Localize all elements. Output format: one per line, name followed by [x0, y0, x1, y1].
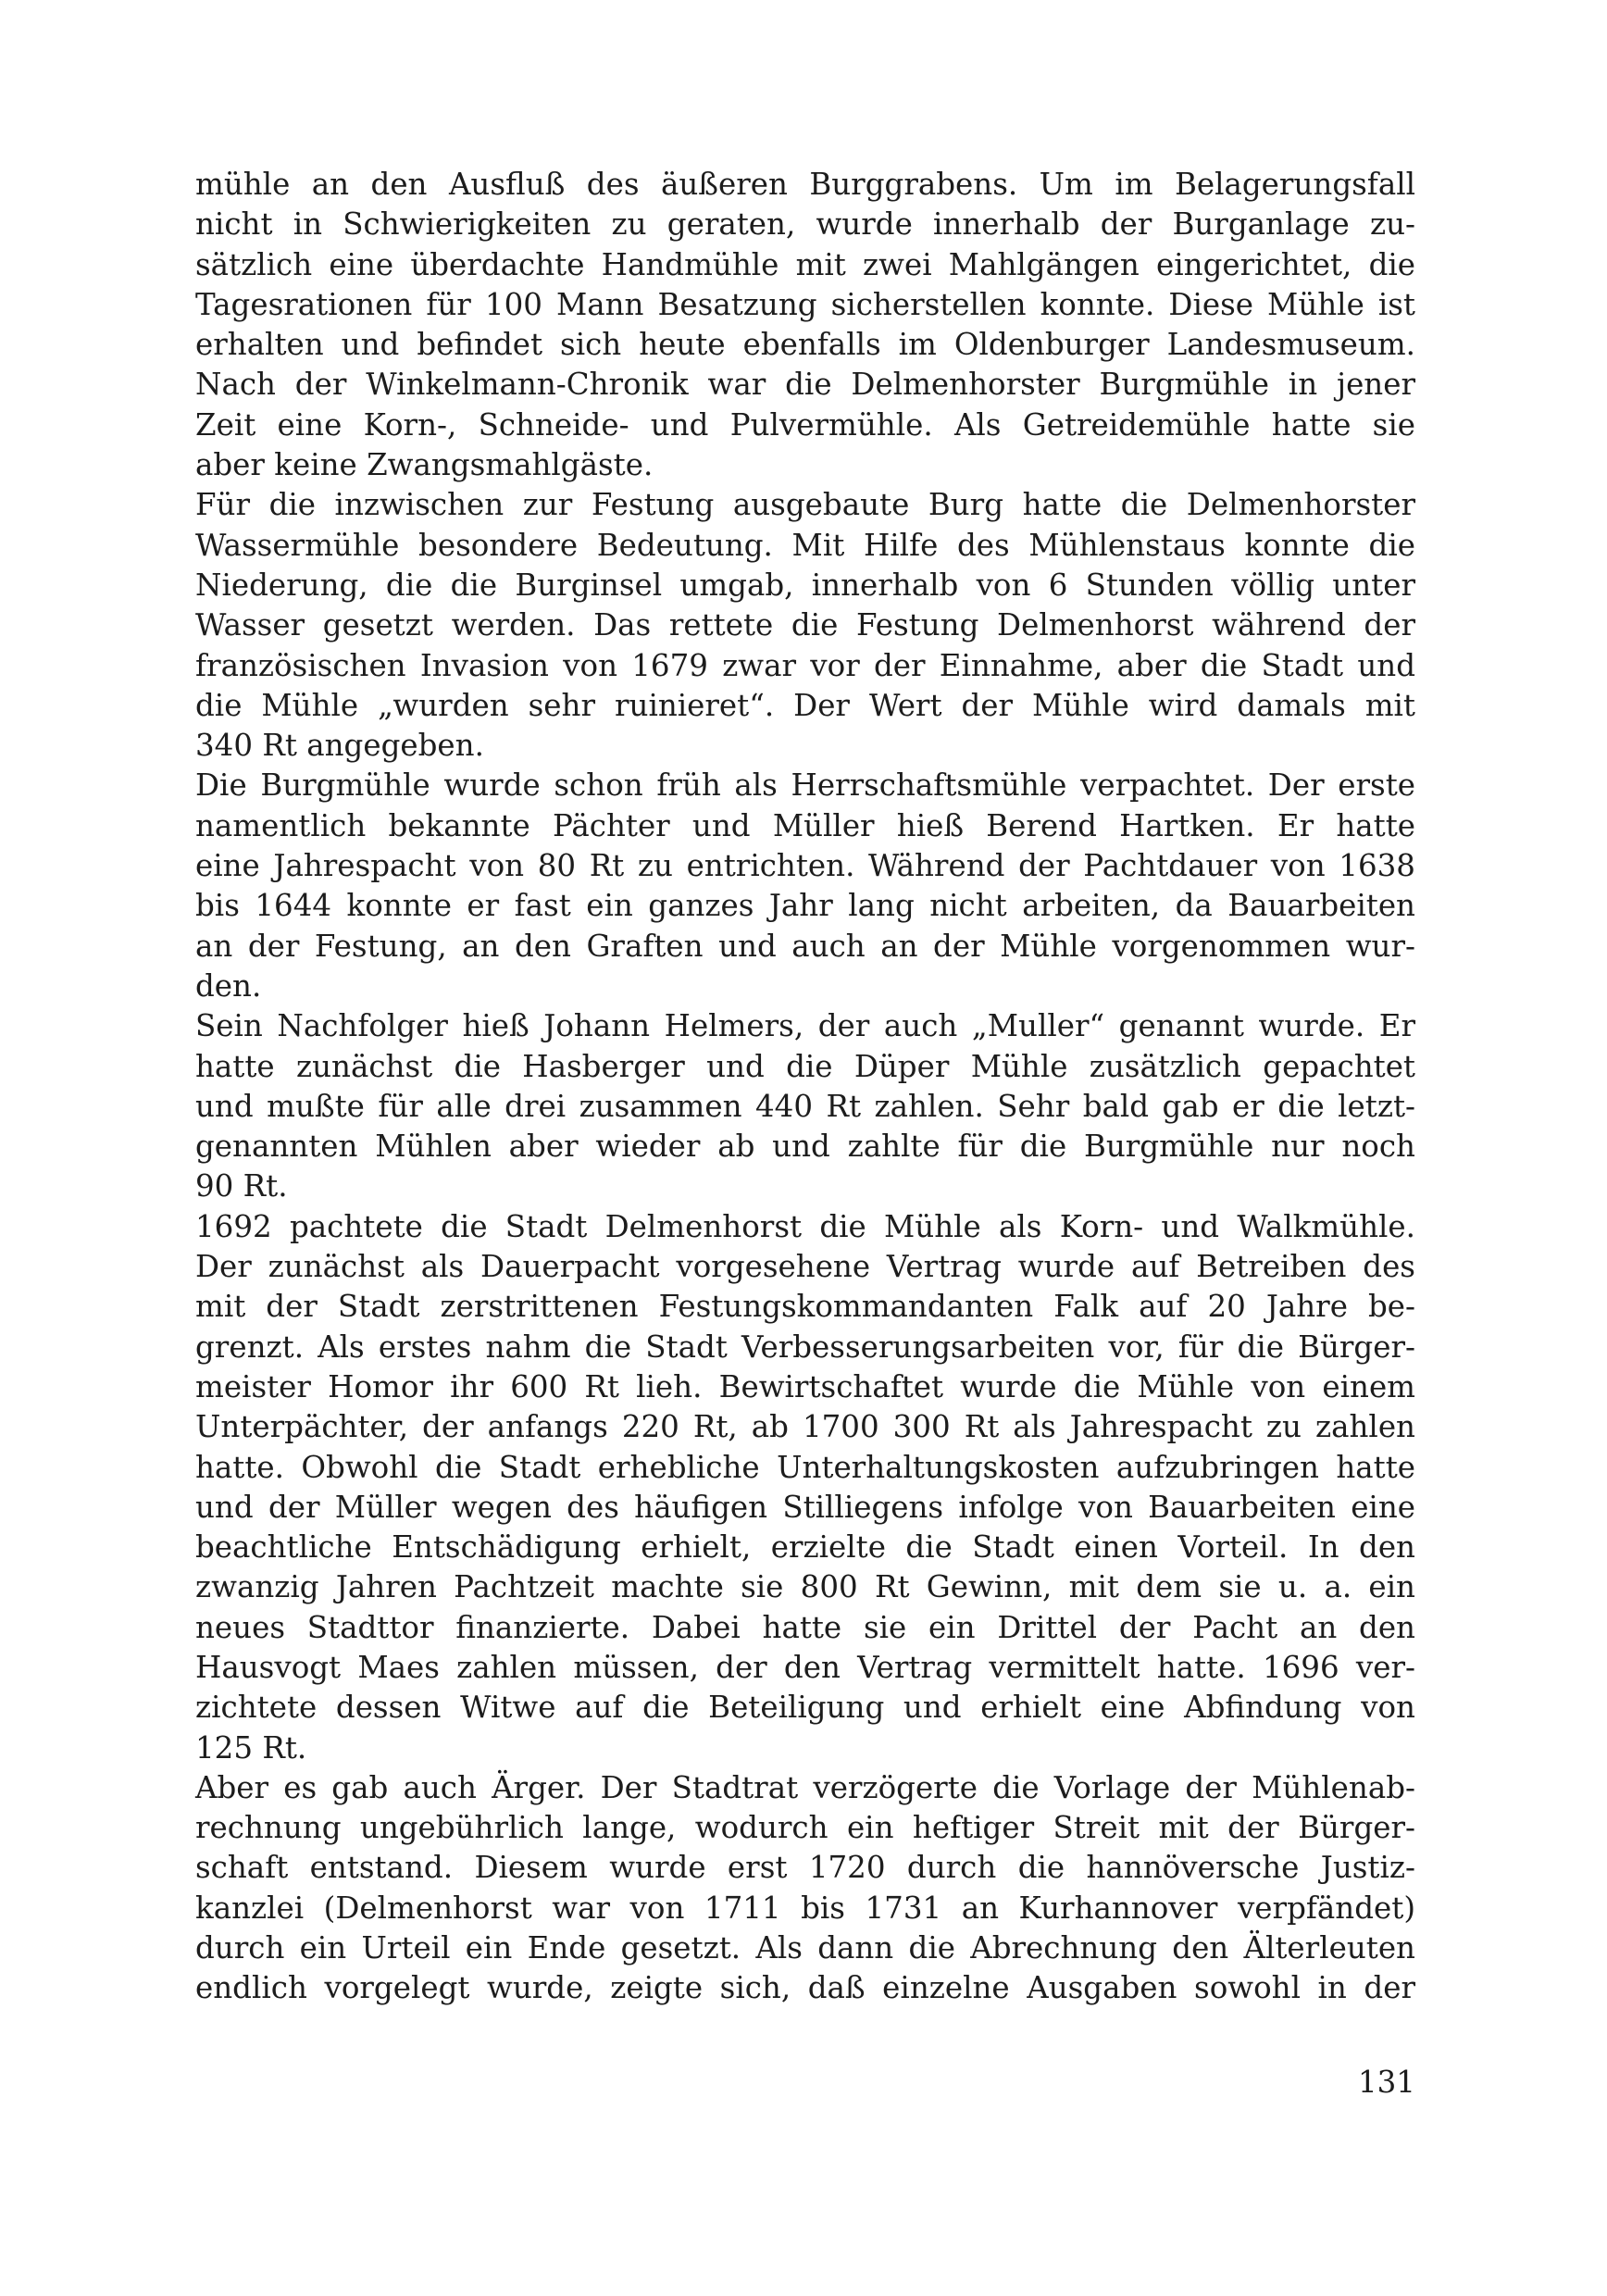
text-line: zichtete dessen Witwe auf die Beteiligung und erhielt eine Abfindung von: [195, 1690, 1415, 1726]
text-line: 125 Rt.: [195, 1729, 307, 1766]
text-line: die Mühle „wurden sehr ruinieret“. Der Wert der Mühle wird damals mit: [195, 687, 1415, 723]
text-line: 340 Rt angegeben.: [195, 728, 484, 764]
text-line: mit der Stadt zerstrittenen Festungskommandanten Falk auf 20 Jahre be-: [195, 1289, 1415, 1325]
text-line: eine Jahrespacht von 80 Rt zu entrichten. Während der Pachtdauer von 1638: [195, 848, 1415, 884]
text-line: neues Stadttor finanzierte. Dabei hatte sie ein Drittel der Pacht an den: [195, 1609, 1415, 1645]
text-line: Unterpächter, der anfangs 220 Rt, ab 1700 300 Rt als Jahrespacht zu zahlen: [195, 1409, 1415, 1445]
text-line: mühle an den Ausfluß des äußeren Burggrabens. Um im Belagerungsfall: [195, 167, 1415, 202]
text-line: Zeit eine Korn-, Schneide- und Pulvermühle. Als Getreidemühle hatte sie: [195, 406, 1415, 443]
text-line: Die Burgmühle wurde schon früh als Herrschaftsmühle verpachtet. Der erste: [195, 767, 1415, 804]
text-line: Niederung, die die Burginsel umgab, innerhalb von 6 Stunden völlig unter: [195, 567, 1415, 603]
text-line: Nach der Winkelmann-Chronik war die Delmenhorster Burgmühle in jener: [195, 367, 1415, 403]
text-line: und mußte für alle drei zusammen 440 Rt zahlen. Sehr bald gab er die letzt-: [195, 1088, 1415, 1124]
text-line: endlich vorgelegt wurde, zeigte sich, daß einzelne Ausgaben sowohl in der: [195, 1970, 1415, 2006]
text-line: durch ein Urteil ein Ende gesetzt. Als dann die Abrechnung den Älterleuten: [195, 1930, 1415, 1966]
text-line: hatte zunächst die Hasberger und die Düper Mühle zusätzlich gepachtet: [195, 1048, 1415, 1084]
text-line: französischen Invasion von 1679 zwar vor der Einnahme, aber die Stadt und: [195, 647, 1415, 683]
page-number: 131: [1357, 2065, 1415, 2100]
text-line: Aber es gab auch Ärger. Der Stadtrat verzögerte die Vorlage der Mühlenab-: [195, 1769, 1415, 1805]
text-line: bis 1644 konnte er fast ein ganzes Jahr lang nicht arbeiten, da Bauarbeiten: [195, 888, 1415, 924]
text-line: kanzlei (Delmenhorst war von 1711 bis 1731 an Kurhannover verpfändet): [195, 1890, 1415, 1926]
text-line: Wassermühle besondere Bedeutung. Mit Hilfe des Mühlenstaus konnte die: [195, 527, 1415, 563]
text-line: und der Müller wegen des häufigen Stilliegens infolge von Bauarbeiten eine: [195, 1489, 1415, 1525]
text-line: grenzt. Als erstes nahm die Stadt Verbesserungsarbeiten vor, für die Bürger-: [195, 1329, 1415, 1365]
text-line: 90 Rt.: [195, 1168, 288, 1204]
text-line: erhalten und befindet sich heute ebenfalls im Oldenburger Landesmuseum.: [195, 327, 1415, 363]
text-line: Wasser gesetzt werden. Das rettete die Festung Delmenhorst während der: [195, 607, 1415, 643]
text-line: hatte. Obwohl die Stadt erhebliche Unterhaltungskosten aufzubringen hatte: [195, 1449, 1415, 1485]
text-line: den.: [195, 967, 262, 1004]
text-line: zwanzig Jahren Pachtzeit machte sie 800 Rt Gewinn, mit dem sie u. a. ein: [195, 1569, 1415, 1605]
text-line: meister Homor ihr 600 Rt lieh. Bewirtschaftet wurde die Mühle von einem: [195, 1368, 1415, 1404]
text-line: aber keine Zwangsmahlgäste.: [195, 447, 654, 483]
text-line: schaft entstand. Diesem wurde erst 1720 durch die hannöversche Justiz-: [195, 1850, 1415, 1886]
text-line: 1692 pachtete die Stadt Delmenhorst die Mühle als Korn- und Walkmühle.: [195, 1208, 1415, 1244]
text-line: nicht in Schwierigkeiten zu geraten, wurde innerhalb der Burganlage zu-: [195, 206, 1415, 243]
text-line: sätzlich eine überdachte Handmühle mit zwei Mahlgängen eingerichtet, die: [195, 246, 1415, 282]
text-line: Für die inzwischen zur Festung ausgebaute Burg hatte die Delmenhorster: [195, 487, 1415, 523]
text-line: beachtliche Entschädigung erhielt, erzielte die Stadt einen Vorteil. In den: [195, 1529, 1415, 1566]
text-line: rechnung ungebührlich lange, wodurch ein heftiger Streit mit der Bürger-: [195, 1810, 1415, 1846]
text-line: Tagesrationen für 100 Mann Besatzung sicherstellen konnte. Diese Mühle ist: [195, 286, 1415, 322]
text-line: Sein Nachfolger hieß Johann Helmers, der auch „Muller“ genannt wurde. Er: [195, 1008, 1415, 1044]
text-line: Hausvogt Maes zahlen müssen, der den Vertrag vermittelt hatte. 1696 ver-: [195, 1649, 1415, 1685]
text-line: Der zunächst als Dauerpacht vorgesehene Vertrag wurde auf Betreiben des: [195, 1249, 1415, 1285]
body-text: [195, 165, 1415, 2009]
text-line: namentlich bekannte Pächter und Müller hieß Berend Hartken. Er hatte: [195, 807, 1415, 843]
text-line: genannten Mühlen aber wieder ab und zahlte für die Burgmühle nur noch: [195, 1129, 1415, 1165]
text-line: an der Festung, an den Graften und auch an der Mühle vorgenommen wur-: [195, 928, 1415, 964]
